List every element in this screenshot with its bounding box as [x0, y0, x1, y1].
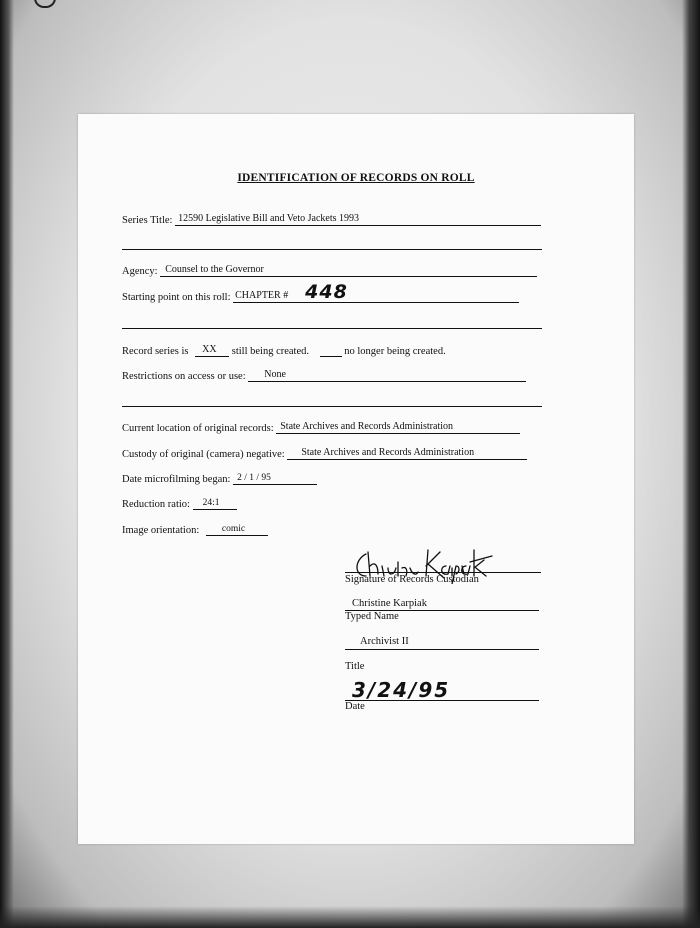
record-series-row: [122, 343, 446, 357]
form-title: IDENTIFICATION OF RECORDS ON ROLL: [237, 172, 475, 184]
custody-value: State Archives and Records Administration: [301, 447, 475, 458]
custody-field: [287, 446, 527, 460]
current-location-field: [276, 420, 520, 434]
date-handwritten: 3/24/95: [352, 678, 451, 702]
record-series-mark: XX: [202, 344, 217, 355]
title-label: Title: [345, 661, 365, 672]
date-label: Date: [345, 701, 365, 712]
blank-line-3: [122, 406, 542, 407]
no-longer-created-text: no longer being created.: [344, 346, 446, 357]
still-being-created-text: still being created.: [231, 346, 309, 357]
film-edge-left: [0, 0, 14, 928]
restrictions-value: None: [264, 369, 286, 380]
starting-point-value: CHAPTER #: [235, 290, 289, 301]
image-orientation-label: Image orientation:: [122, 525, 200, 536]
reduction-ratio-value: 24:1: [202, 498, 220, 508]
agency-value: Counsel to the Governor: [165, 264, 264, 275]
image-orientation-value: comic: [221, 524, 246, 534]
image-orientation-row: [122, 522, 268, 536]
image-orientation-field: [206, 522, 268, 536]
current-location-row: [122, 420, 520, 434]
restrictions-field: [248, 368, 526, 382]
film-edge-right: [682, 0, 700, 928]
series-title-field: [175, 212, 541, 226]
agency-field: [160, 263, 537, 277]
reduction-ratio-label: Reduction ratio:: [122, 499, 190, 510]
series-title-label: Series Title:: [122, 215, 173, 226]
starting-point-label: Starting point on this roll:: [122, 292, 231, 303]
title-line: [345, 649, 539, 650]
chapter-number-handwritten: 448: [305, 281, 348, 303]
title-value: Archivist II: [360, 636, 409, 647]
blank-line-2: [122, 328, 542, 329]
starting-point-field: [233, 281, 519, 303]
agency-row: [122, 263, 537, 277]
blank-line-1: [122, 249, 542, 250]
date-microfilming-label: Date microfilming began:: [122, 474, 231, 485]
reduction-ratio-row: [122, 496, 237, 510]
starting-point-row: [122, 281, 519, 303]
record-series-label: Record series is: [122, 346, 189, 357]
no-longer-created-blank: [320, 343, 342, 357]
series-title-row: [122, 212, 541, 226]
reduction-ratio-field: [193, 496, 237, 510]
date-microfilming-field: [233, 471, 317, 485]
restrictions-row: [122, 368, 526, 382]
current-location-value: State Archives and Records Administration: [280, 421, 453, 432]
restrictions-label: Restrictions on access or use:: [122, 371, 246, 382]
still-being-created-blank: [195, 343, 229, 357]
typed-name-value: Christine Karpiak: [352, 598, 427, 609]
date-microfilming-value: 2 / 1 / 95: [237, 473, 271, 483]
current-location-label: Current location of original records:: [122, 423, 274, 434]
typed-name-label: Typed Name: [345, 611, 399, 622]
records-form-page: [78, 114, 634, 844]
agency-label: Agency:: [122, 266, 158, 277]
date-microfilming-row: [122, 471, 317, 485]
film-edge-bottom: [0, 906, 700, 928]
signature-label: Signature of Records Custodian: [345, 574, 479, 585]
custody-label: Custody of original (camera) negative:: [122, 449, 285, 460]
signature-line: [345, 572, 541, 573]
custody-row: [122, 446, 527, 460]
date-line: [345, 700, 539, 701]
series-title-value: 12590 Legislative Bill and Veto Jackets 1993: [178, 213, 360, 224]
